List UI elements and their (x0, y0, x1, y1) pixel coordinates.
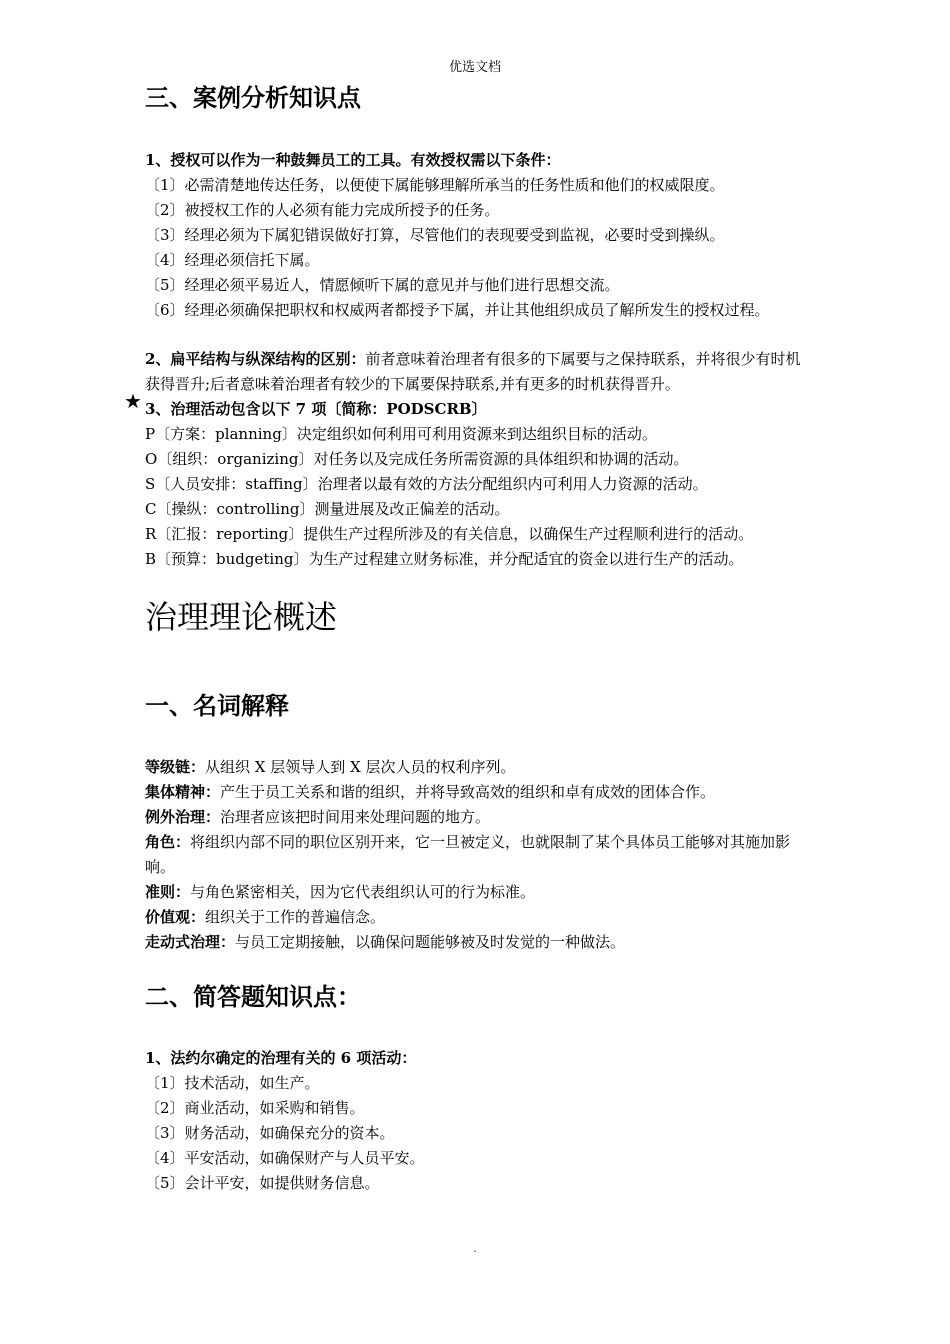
term-definition: 与员工定期接触，以确保问题能够被及时发觉的一种做法。 (235, 933, 626, 951)
term-label: 等级链： (145, 758, 206, 776)
term-definition: 从组织 X 层领导人到 X 层次人员的权利序列。 (205, 758, 516, 776)
q2-paragraph (145, 347, 810, 397)
fayol-item: 〔1〕技术活动，如生产。 (145, 1074, 320, 1092)
term-item (145, 930, 810, 955)
q3-item: S〔人员安排：staffing〕治理者以最有效的方法分配组织内可利用人力资源的活动。 (145, 475, 708, 493)
page-footer: . (473, 1244, 477, 1255)
q1-item: 〔5〕经理必须平易近人，情愿倾听下属的意见并与他们进行思想交流。 (145, 276, 620, 294)
term-item (145, 880, 810, 905)
q1-item: 〔6〕经理必须确保把职权和权威两者都授予下属，并让其他组织成员了解所发生的授权过程。 (145, 301, 770, 319)
q3-item: B〔预算：budgeting〕为生产过程建立财务标准，并分配适宜的资金以进行生产的活动。 (145, 550, 744, 568)
fayol-item: 〔2〕商业活动，如采购和销售。 (145, 1099, 365, 1117)
term-label: 集体精神： (145, 783, 221, 801)
term-item (145, 755, 810, 780)
term-item (145, 805, 810, 830)
fayol-item: 〔3〕财务活动，如确保充分的资本。 (145, 1124, 395, 1142)
term-item (145, 830, 810, 880)
q1-title: 1、授权可以作为一种鼓舞员工的工具。有效授权需以下条件： (145, 151, 561, 169)
term-item (145, 780, 810, 805)
q3-item: C〔操纵：controlling〕测量进展及改正偏差的活动。 (145, 500, 510, 518)
term-label: 价值观： (145, 908, 206, 926)
q3-item: O〔组织：organizing〕对任务以及完成任务所需资源的具体组织和协调的活动。 (145, 450, 689, 468)
section-title-short-answer: 二、简答题知识点： (145, 983, 361, 1011)
fayol-item: 〔5〕会计平安，如提供财务信息。 (145, 1174, 380, 1192)
q3-title: 3、治理活动包含以下 7 项〔简称：PODSCRB〕 (145, 400, 487, 418)
term-definition: 产生于员工关系和谐的组织，并将导致高效的组织和卓有成效的团体合作。 (220, 783, 716, 801)
q1-item: 〔3〕经理必须为下属犯错误做好打算，尽管他们的表现要受到监视，必要时受到操纵。 (145, 226, 725, 244)
q1-item: 〔4〕经理必须信托下属。 (145, 251, 320, 269)
q1-item: 〔1〕必需清楚地传达任务，以便使下属能够理解所承当的任务性质和他们的权威限度。 (145, 176, 725, 194)
fayol-title: 1、法约尔确定的治理有关的 6 项活动： (145, 1049, 417, 1067)
term-definition: 组织关于工作的普遍信念。 (205, 908, 386, 926)
term-label: 走动式治理： (145, 933, 236, 951)
star-icon: ★ (124, 389, 142, 413)
term-definition: 将组织内部不同的职位区别开来，它一旦被定义，也就限制了某个具体员工能够对其施加影响。 (145, 833, 791, 876)
q3-item: P〔方案：planning〕决定组织如何利用可利用资源来到达组织目标的活动。 (145, 425, 657, 443)
term-label: 例外治理： (145, 808, 221, 826)
page-header: 优选文档 (448, 60, 501, 75)
term-label: 准则： (145, 883, 191, 901)
section-title-terms: 一、名词解释 (145, 692, 289, 720)
q2-text: 前者意味着治理者有很多的下属要与之保持联系，并将很少有时机获得晋升;后者意味着治理者有较少的下属要保持联系,并有更多的时机获得晋升。 (145, 350, 801, 393)
q3-item: R〔汇报：reporting〕提供生产过程所涉及的有关信息，以确保生产过程顺利进行的活动。 (145, 525, 754, 543)
q2-term: 2、扁平结构与纵深结构的区别： (145, 350, 366, 368)
term-definition: 与角色紧密相关，因为它代表组织认可的行为标准。 (190, 883, 536, 901)
fayol-item: 〔4〕平安活动，如确保财产与人员平安。 (145, 1149, 425, 1167)
q1-item: 〔2〕被授权工作的人必须有能力完成所授予的任务。 (145, 201, 500, 219)
term-definition: 治理者应该把时间用来处理问题的地方。 (220, 808, 491, 826)
term-item (145, 905, 810, 930)
term-label: 角色： (145, 833, 191, 851)
main-title: 治理理论概述 (145, 598, 338, 636)
section-title-case-analysis: 三、案例分析知识点 (145, 84, 361, 112)
